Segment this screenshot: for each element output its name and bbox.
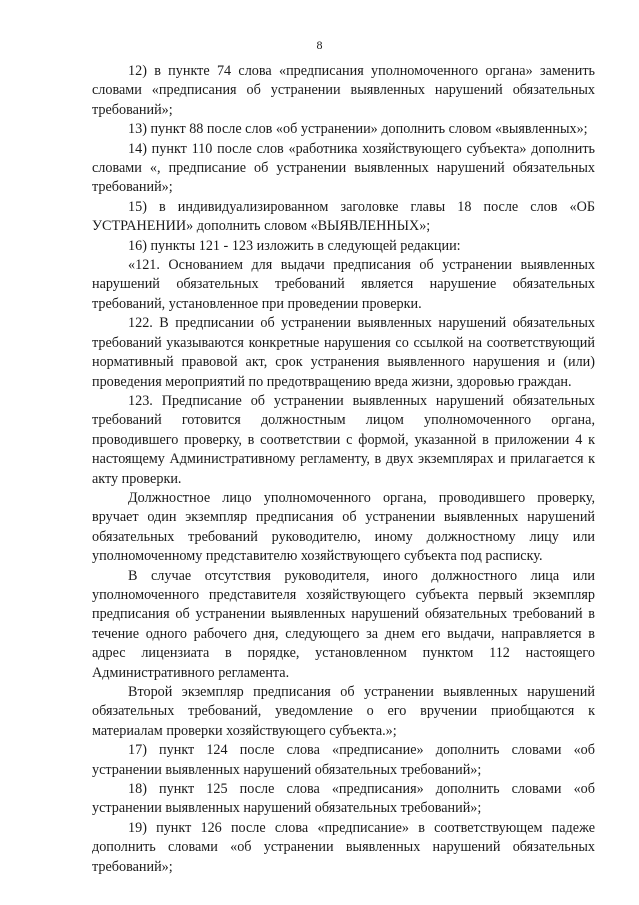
page-number: 8 bbox=[316, 38, 323, 52]
paragraph-item-17: 17) пункт 124 после слова «предписание» дополнить словами «об устранении выявленных нарушений обязательных требований»; bbox=[92, 742, 595, 778]
paragraph-clause-123: 123. Предписание об устранении выявленных нарушений обязательных требований готовится должностным лицом уполномоченного органа, проводившего проверку, в соответствии с формой, указанной в приложении 4 к настоящему Административному регламенту, в двух экземплярах и прилагается к акту проверки. bbox=[92, 392, 595, 487]
paragraph-clause-121: «121. Основанием для выдачи предписания об устранении выявленных нарушений обязательных требований является нарушение обязательных требований, установленное при проведении проверки. bbox=[92, 257, 595, 312]
paragraph-item-13: 13) пункт 88 после слов «об устранении» дополнить словом «выявленных»; bbox=[128, 121, 588, 138]
paragraph-item-18: 18) пункт 125 после слова «предписания» дополнить словами «об устранении выявленных нарушений обязательных требований»; bbox=[92, 781, 595, 817]
paragraph-clause-122: 122. В предписании об устранении выявленных нарушений обязательных требований указываются конкретные нарушения со ссылкой на соответствующий нормативный правовой акт, срок устранения выявленного нарушения и (или) проведения мероприятий по предотвращению вреда жизни, здоровью граждан. bbox=[92, 315, 595, 390]
paragraph-item-12: 12) в пункте 74 слова «предписания уполномоченного органа» заменить словами «предписания об устранении выявленных нарушений обязательных требований»; bbox=[92, 63, 595, 118]
paragraph-item-14: 14) пункт 110 после слов «работника хозяйствующего субъекта» дополнить словами «, предписание об устранении выявленных нарушений обязательных требований»; bbox=[92, 140, 595, 196]
paragraph-absence: В случае отсутствия руководителя, иного должностного лица или уполномоченного представителя хозяйствующего субъекта первый экземпляр предписания об устранении выявленных нарушений обязательных требований в течение одного рабочего дня, следующего за днем его выдачи, направляется в адрес лицензиата в порядке, установленном пунктом 112 настоящего Административного регламента. bbox=[92, 567, 595, 681]
paragraph-item-19: 19) пункт 126 после слова «предписание» в соответствующем падеже дополнить словами «об устранении выявленных нарушений обязательных требований»; bbox=[92, 819, 595, 875]
paragraph-handover: Должностное лицо уполномоченного органа, проводившего проверку, вручает один экземпляр предписания об устранении выявленных нарушений обязательных требований руководителю, иному должностному лицу или уполномоченному представителю хозяйствующего субъекта под расписку. bbox=[92, 489, 595, 565]
paragraph-item-16: 16) пункты 121 - 123 изложить в следующей редакции: bbox=[128, 237, 461, 254]
document-body bbox=[92, 62, 595, 877]
paragraph-second-copy: Второй экземпляр предписания об устранении выявленных нарушений обязательных требований, уведомление о его вручении приобщаются к материалам проверки хозяйствующего субъекта.»; bbox=[92, 684, 595, 739]
paragraph-item-15: 15) в индивидуализированном заголовке главы 18 после слов «ОБ УСТРАНЕНИИ» дополнить словом «ВЫЯВЛЕННЫХ»; bbox=[92, 198, 595, 235]
